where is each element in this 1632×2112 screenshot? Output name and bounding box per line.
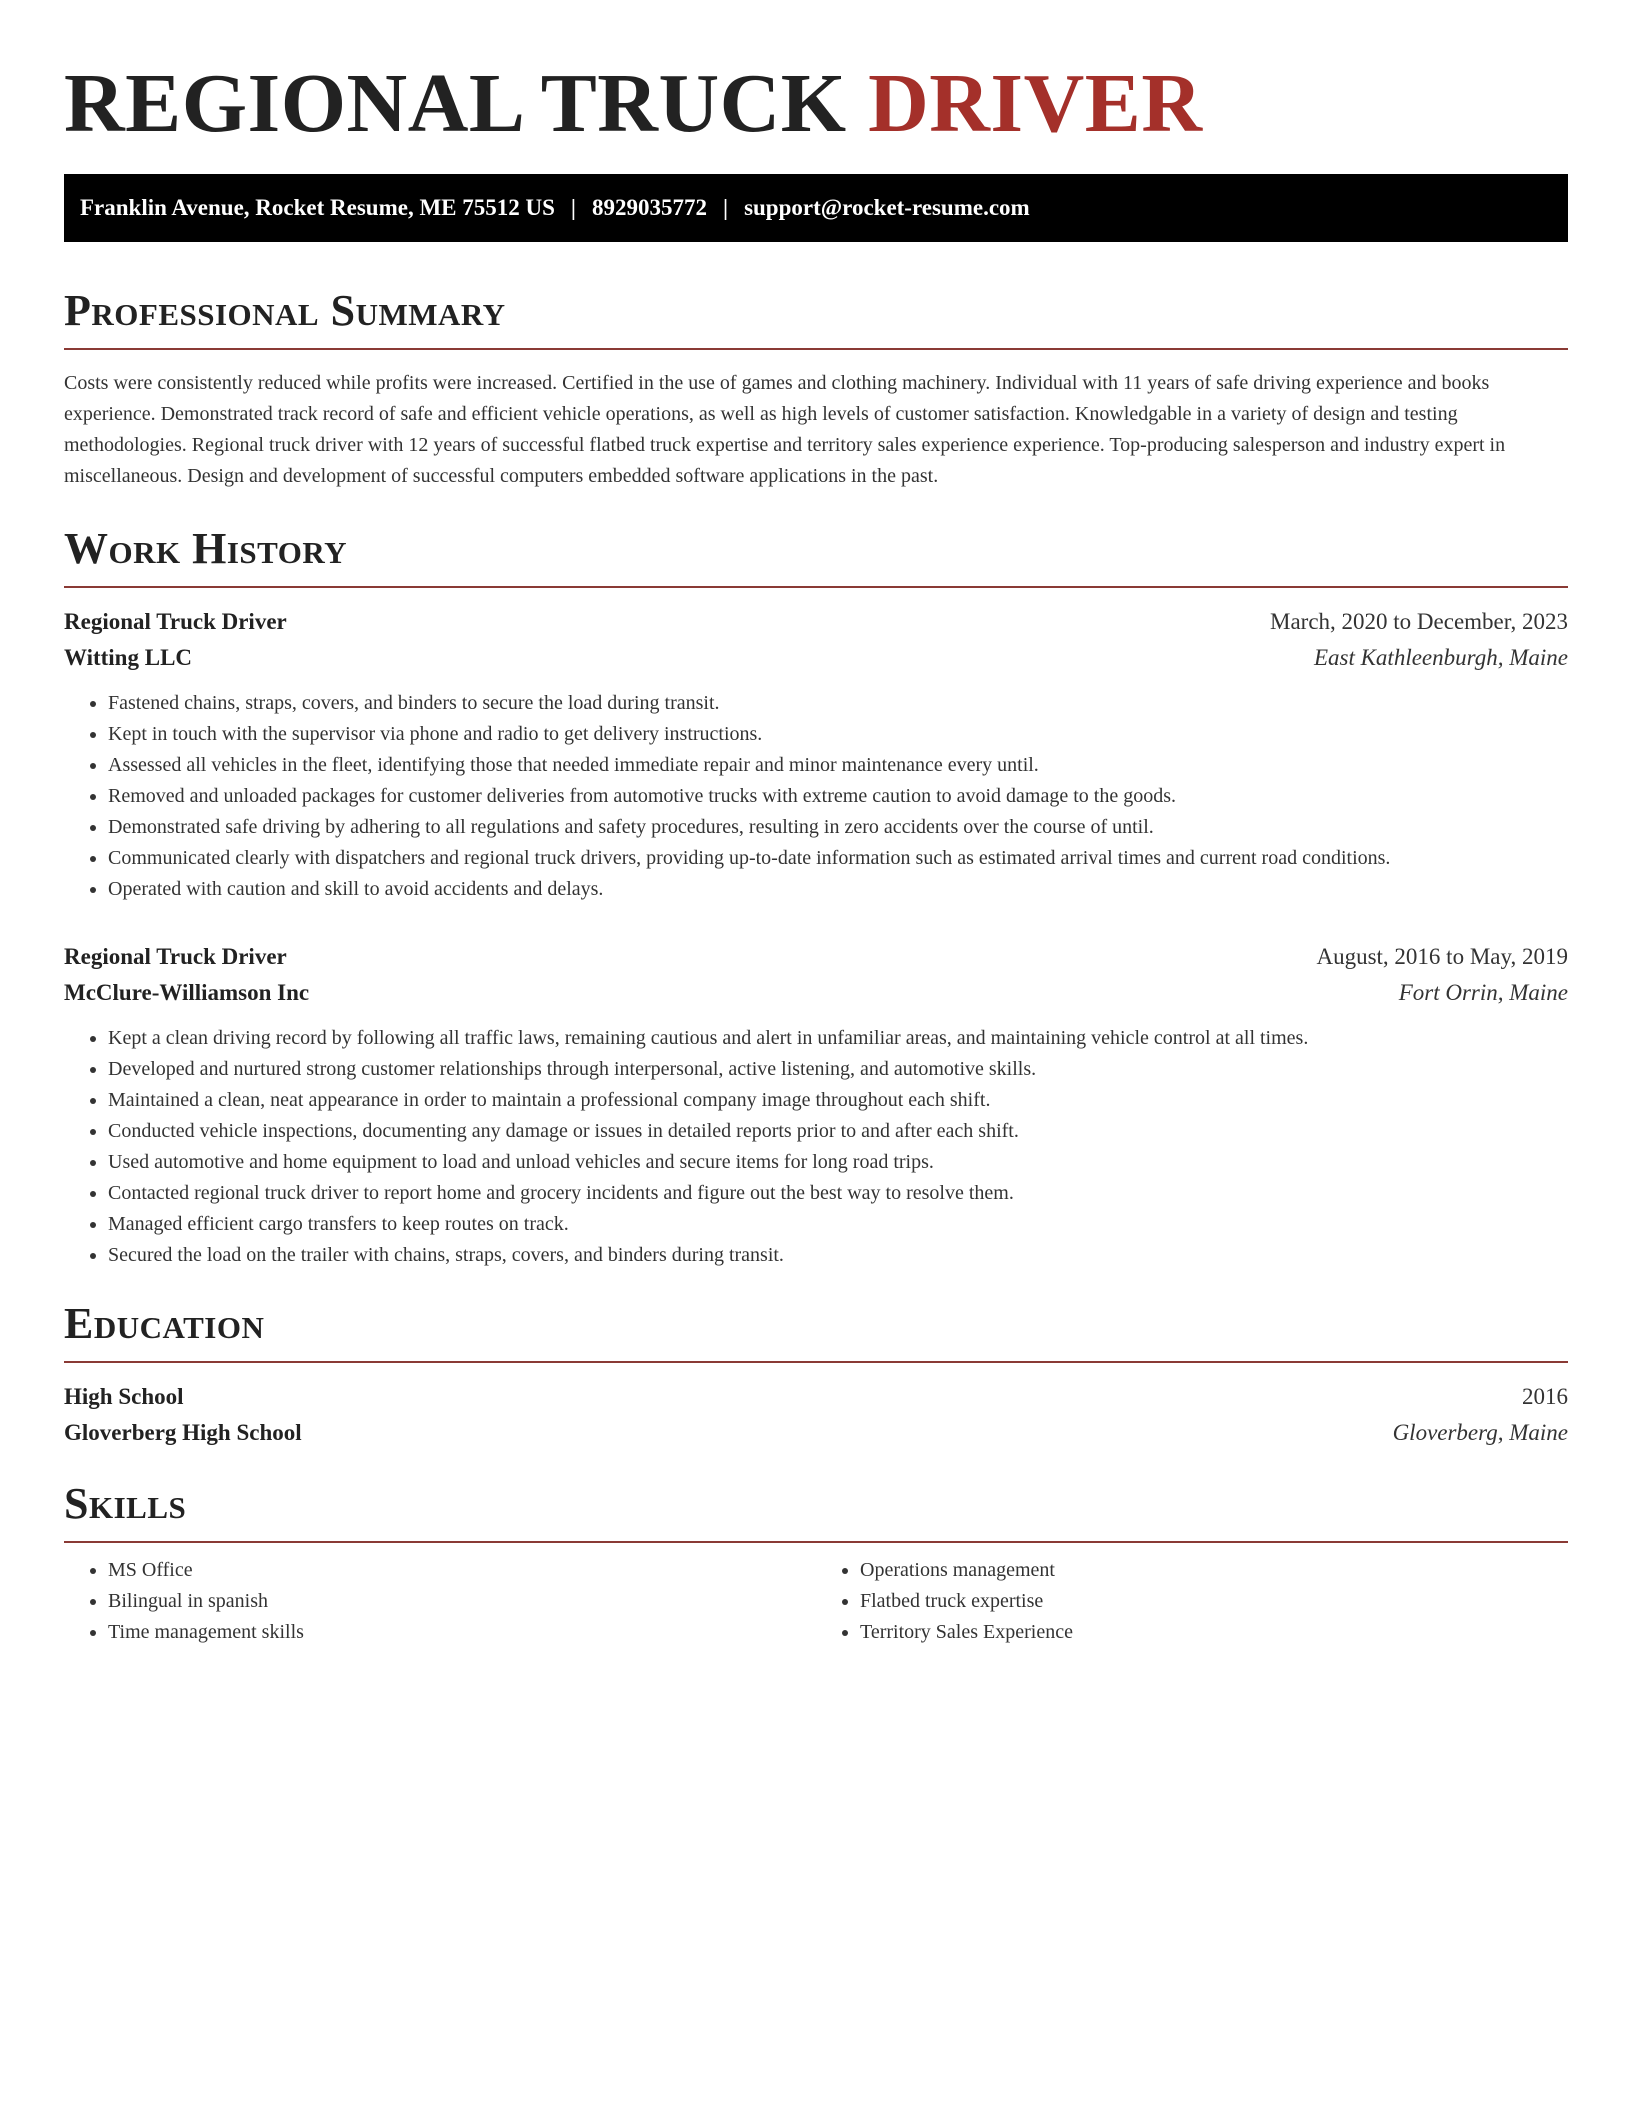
job-role: Regional Truck Driver (64, 609, 287, 634)
contact-email: support@rocket-resume.com (744, 195, 1030, 220)
summary-text: Costs were consistently reduced while profits were increased. Certified in the use of games and clothing machinery. Individual with 11 years of safe driving experience and books experience. Demonstrated track record of safe and efficient vehicle operations, as well as high levels of customer satisfaction. Knowledgable in a variety of design and testing methodologies. Regional truck driver with 12 years of successful flatbed truck expertise and territory sales experience experience. Top-producing salesperson and industry expert in miscellaneous. Design and development of successful computers embedded software applications in the past. (64, 372, 1506, 487)
job-location: Fort Orrin, Maine (1398, 980, 1568, 1005)
job-entry (64, 939, 1568, 1271)
work-history-section (64, 524, 1568, 1271)
job-bullet: • Used automotive and home equipment to load and unload vehicles and secure items for long road trips. (108, 1147, 1568, 1178)
contact-separator: | (570, 195, 576, 220)
education-section (64, 1299, 1568, 1451)
skills-list-left (64, 1555, 816, 1648)
work-history-title: Work History (64, 524, 1568, 588)
job-bullet: • Operated with caution and skill to avoid accidents and delays. (108, 874, 1568, 905)
job-company-row (64, 975, 1568, 1011)
job-bullet: • Fastened chains, straps, covers, and binders to secure the load during transit. (108, 688, 1568, 719)
job-bullet: • Demonstrated safe driving by adhering to all regulations and safety procedures, resulting in zero accidents over the course of until. (108, 812, 1568, 843)
job-entry (64, 604, 1568, 905)
name-main: REGIONAL TRUCK (64, 57, 847, 150)
skill-item: • Operations management (860, 1555, 1568, 1586)
job-company-row (64, 640, 1568, 676)
job-bullet: • Secured the load on the trailer with chains, straps, covers, and binders during transit. (108, 1240, 1568, 1271)
contact-separator: | (722, 195, 729, 220)
education-header-row (64, 1379, 1568, 1415)
education-entry (64, 1379, 1568, 1451)
contact-phone: 8929035772 (591, 195, 707, 220)
job-bullet: • Removed and unloaded packages for customer deliveries from automotive trucks with extreme caution to avoid damage to the goods. (108, 781, 1568, 812)
job-bullet: • Managed efficient cargo transfers to keep routes on track. (108, 1209, 1568, 1240)
job-header-row (64, 604, 1568, 640)
education-school-row (64, 1415, 1568, 1451)
job-bullet: • Contacted regional truck driver to report home and grocery incidents and figure out the best way to resolve them. (108, 1178, 1568, 1209)
job-location: East Kathleenburgh, Maine (1313, 645, 1568, 670)
contact-address: Franklin Avenue, Rocket Resume, ME 75512 US (80, 195, 555, 220)
resume-name-heading (64, 58, 1568, 150)
job-company: McClure-Williamson Inc (64, 980, 310, 1005)
job-bullet: • Kept a clean driving record by following all traffic laws, remaining cautious and alert in unfamiliar areas, and maintaining vehicle control at all times. (108, 1023, 1568, 1054)
education-degree: High School (64, 1384, 184, 1409)
skill-item: • Flatbed truck expertise (860, 1586, 1568, 1617)
job-dates: August, 2016 to May, 2019 (1316, 944, 1568, 969)
skills-title: Skills (64, 1479, 1568, 1543)
skills-section (64, 1479, 1568, 1648)
contact-bar (64, 174, 1568, 242)
job-bullet: • Assessed all vehicles in the fleet, identifying those that needed immediate repair and minor maintenance every until. (108, 750, 1568, 781)
skill-item: • Time management skills (108, 1617, 816, 1648)
job-company: Witting LLC (64, 645, 193, 670)
job-dates: March, 2020 to December, 2023 (1270, 609, 1568, 634)
job-bullets (64, 688, 1568, 905)
education-school: Gloverberg High School (64, 1420, 302, 1445)
skill-item: • Bilingual in spanish (108, 1586, 816, 1617)
skill-item: • MS Office (108, 1555, 816, 1586)
summary-title: Professional Summary (64, 286, 1568, 350)
skills-list-right (816, 1555, 1568, 1648)
job-bullet: • Maintained a clean, neat appearance in order to maintain a professional company image throughout each shift. (108, 1085, 1568, 1116)
name-accent: DRIVER (868, 57, 1203, 150)
education-year: 2016 (1522, 1384, 1568, 1409)
skills-grid (64, 1555, 1568, 1648)
education-location: Gloverberg, Maine (1392, 1420, 1568, 1445)
job-header-row (64, 939, 1568, 975)
job-bullet: • Kept in touch with the supervisor via phone and radio to get delivery instructions. (108, 719, 1568, 750)
job-role: Regional Truck Driver (64, 944, 287, 969)
education-title: Education (64, 1299, 1568, 1363)
skill-item: • Territory Sales Experience (860, 1617, 1568, 1648)
job-bullets (64, 1023, 1568, 1271)
job-bullet: • Conducted vehicle inspections, documenting any damage or issues in detailed reports prior to and after each shift. (108, 1116, 1568, 1147)
job-bullet: • Communicated clearly with dispatchers and regional truck drivers, providing up-to-date information such as estimated arrival times and current road conditions. (108, 843, 1568, 874)
summary-section (64, 286, 1568, 492)
job-bullet: • Developed and nurtured strong customer relationships through interpersonal, active listening, and automotive skills. (108, 1054, 1568, 1085)
